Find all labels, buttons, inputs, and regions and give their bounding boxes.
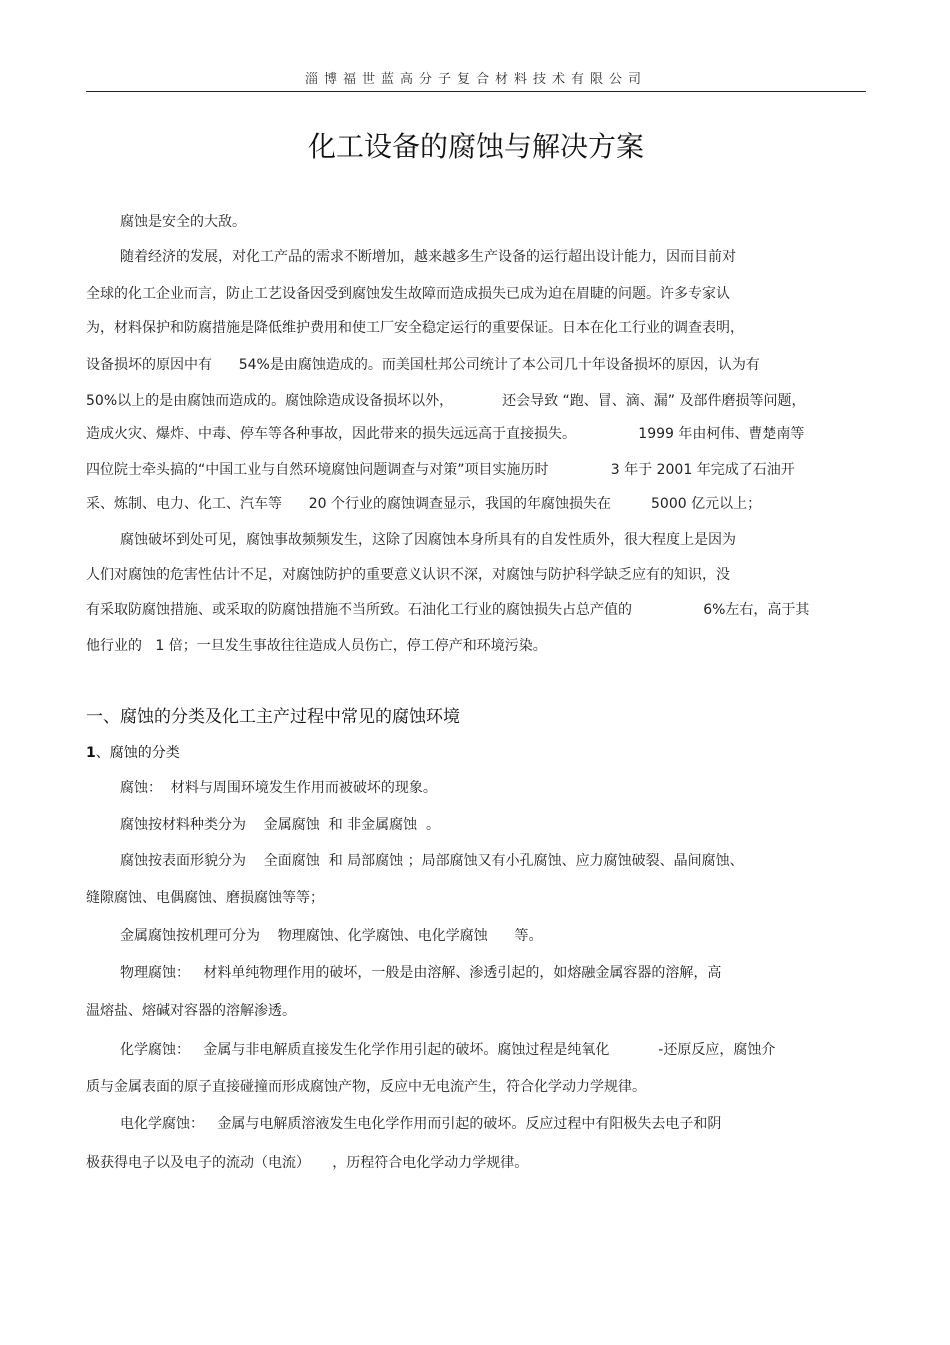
paragraph-line: 腐蚀按表面形貌分为 全面腐蚀 和 局部腐蚀 ；局部腐蚀又有小孔腐蚀、应力腐蚀破裂、晶间腐蚀、 [120,853,744,869]
header-divider [86,91,866,92]
paragraph-line: 四位院士牵头搞的“中国工业与自然环境腐蚀问题调查与对策”项目实施历时 3 年于 2001 年完成了石油开 [86,462,795,478]
paragraph-line: 腐蚀是安全的大敌。 [120,214,246,230]
paragraph-line: 缝隙腐蚀、电偶腐蚀、磨损腐蚀等等； [86,890,324,906]
subsection-heading [86,742,180,762]
paragraph-line: 极获得电子以及电子的流动（电流） ，历程符合电化学动力学规律。 [86,1155,529,1171]
paragraph-line: 质与金属表面的原子直接碰撞而形成腐蚀产物，反应中无电流产生，符合化学动力学规律。 [86,1079,646,1095]
paragraph-line: 他行业的 1 倍；一旦发生事故往往造成人员伤亡，停工停产和环境污染。 [86,638,547,654]
paragraph-line: 温熔盐、熔碱对容器的溶解渗透。 [86,1003,296,1019]
paragraph-line: 腐蚀破坏到处可见，腐蚀事故频频发生，这除了因腐蚀本身所具有的自发性质外，很大程度上是因为 [120,532,736,548]
paragraph-line: 腐蚀： 材料与周围环境发生作用而被破坏的现象。 [120,780,437,796]
paragraph-line: 采、炼制、电力、化工、汽车等 20 个行业的腐蚀调查显示，我国的年腐蚀损失在 5000 亿元以上； [86,496,762,512]
paragraph-line: 物理腐蚀： 材料单纯物理作用的破坏，一般是由溶解、渗透引起的，如熔融金属容器的溶解，高 [120,965,722,981]
paragraph-line: 化学腐蚀： 金属与非电解质直接发生化学作用引起的破坏。腐蚀过程是纯氧化 -还原反应，腐蚀介 [120,1042,776,1058]
paragraph-line: 腐蚀按材料种类分为 金属腐蚀 和 非金属腐蚀 。 [120,817,441,833]
subsection-title: 、腐蚀的分类 [95,745,180,761]
paragraph-line: 造成火灾、爆炸、中毒、停车等各种事故，因此带来的损失远远高于直接损失。 1999 年由柯伟、曹楚南等 [86,426,805,442]
section-heading: 一、腐蚀的分类及化工主产过程中常见的腐蚀环境 [86,707,460,727]
paragraph-line: 全球的化工企业而言，防止工艺设备因受到腐蚀发生故障而造成损失已成为迫在眉睫的问题。许多专家认 [86,286,730,302]
paragraph-line: 有采取防腐蚀措施、或采取的防腐蚀措施不当所致。石油化工行业的腐蚀损失占总产值的 6%左右，高于其 [86,602,810,618]
document-title: 化工设备的腐蚀与解决方案 [307,130,644,163]
subsection-number: 1 [86,745,96,761]
company-header: 淄博福世蓝高分子复合材料技术有限公司 [304,72,647,87]
paragraph-line: 50%以上的是由腐蚀而造成的。腐蚀除造成设备损坏以外， 还会导致 “跑、冒、滴、漏” 及部件磨损等问题， [86,393,806,409]
paragraph-line: 金属腐蚀按机理可分为 物理腐蚀、化学腐蚀、电化学腐蚀 等。 [120,928,543,944]
paragraph-line: 人们对腐蚀的危害性估计不足，对腐蚀防护的重要意义认识不深，对腐蚀与防护科学缺乏应有的知识，没 [86,567,730,583]
paragraph-line: 随着经济的发展，对化工产品的需求不断增加，越来越多生产设备的运行超出设计能力，因而目前对 [120,249,736,265]
paragraph-line: 电化学腐蚀： 金属与电解质溶液发生电化学作用而引起的破坏。反应过程中有阳极失去电子和阴 [120,1116,722,1132]
paragraph-line: 设备损坏的原因中有 54%是由腐蚀造成的。而美国杜邦公司统计了本公司几十年设备损坏的原因，认为有 [86,357,760,373]
paragraph-line: 为，材料保护和防腐措施是降低维护费用和使工厂安全稳定运行的重要保证。日本在化工行业的调查表明， [86,320,744,336]
